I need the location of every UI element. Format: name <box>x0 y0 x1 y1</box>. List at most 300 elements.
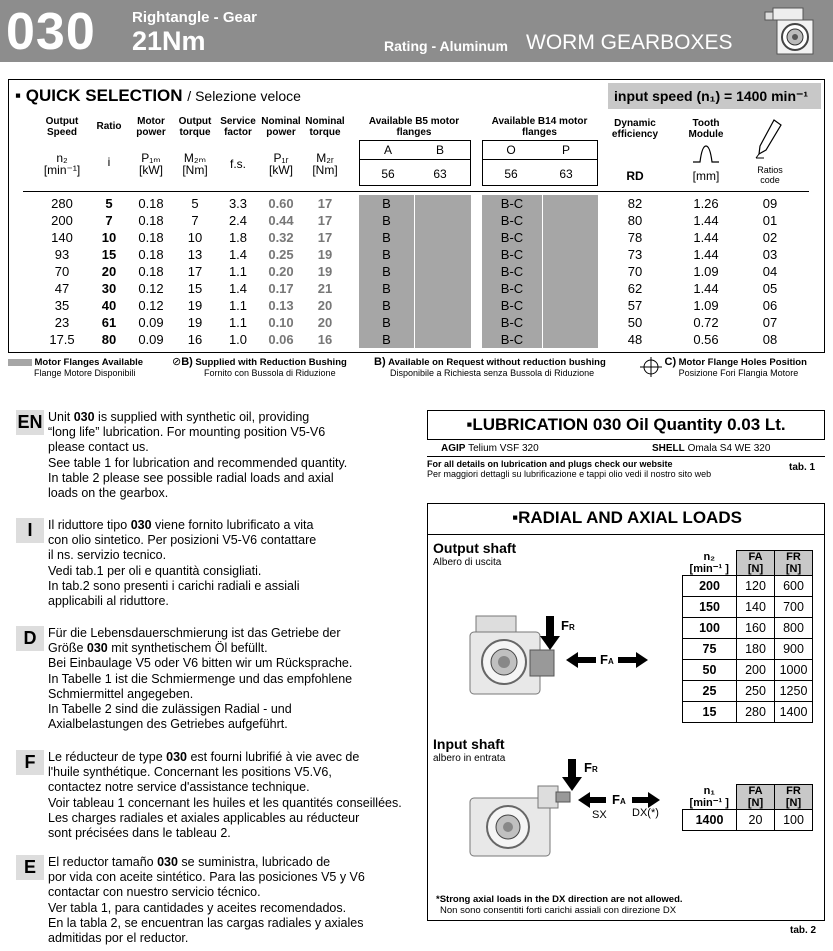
legend-1-en: Motor Flanges Available <box>34 357 144 368</box>
model-code-inline: 030 <box>86 641 108 656</box>
cell-m2r: 19 <box>317 247 333 262</box>
shell-brand: SHELL <box>652 443 685 454</box>
cell-m2m: 17 <box>187 264 203 279</box>
lang-tag-de: D <box>16 626 44 651</box>
lang-tag-it: I <box>16 518 44 543</box>
b14-o: O <box>506 143 516 157</box>
output-load-cell-fa: 280 <box>737 702 775 723</box>
cell-fs: 1.0 <box>228 332 248 347</box>
text-line: il ns. servizio tecnico. <box>48 548 167 563</box>
cell-mod: 1.09 <box>693 298 719 313</box>
cell-code: 06 <box>762 298 778 313</box>
cell-b5: B <box>359 229 414 246</box>
cell-b14: B-C <box>482 246 542 263</box>
lubrication-oils-row <box>427 441 825 457</box>
cell-m2m: 19 <box>187 315 203 330</box>
cell-b14: B-C <box>482 314 542 331</box>
text-line: Für die Lebensdauerschmierung ist das Getriebe der <box>48 626 341 640</box>
cell-p1r: 0.10 <box>268 315 294 330</box>
cell-n2: 23 <box>54 315 70 330</box>
sym-m2r-unit: [Nm] <box>312 163 338 177</box>
cell-rd: 80 <box>627 213 643 228</box>
text-line: Le réducteur de type 030 est fourni lubrifié à vie avec de <box>48 750 360 764</box>
text-line: loads on the gearbox. <box>48 486 169 501</box>
cell-p1m: 0.09 <box>138 332 164 347</box>
text-line: Les charges radiales et axiales applicables au réducteur <box>48 810 360 825</box>
text-line: “long life” lubrication. For mounting position V5-V6 <box>48 425 326 440</box>
legend-3-sym: B) <box>374 356 386 368</box>
cell-fs: 1.1 <box>228 264 248 279</box>
col-b14-flanges: Available B14 motor flanges <box>491 116 588 138</box>
cell-p1m: 0.12 <box>138 281 164 296</box>
output-load-cell-n: 75 <box>683 639 737 660</box>
b5-a-size: 56 <box>381 167 395 181</box>
cell-code: 03 <box>762 247 778 262</box>
col-module: Tooth Module <box>688 118 724 140</box>
cell-n2: 70 <box>54 264 70 279</box>
data-col-b5-a <box>359 195 415 348</box>
legend-3-en: Available on Request without reduction bushing <box>388 357 606 368</box>
loads-panel <box>427 503 825 921</box>
cell-mod: 1.44 <box>693 281 719 296</box>
col-b5-flanges: Available B5 motor flanges <box>368 116 460 138</box>
output-load-cell-n: 50 <box>683 660 737 681</box>
data-col-m2m <box>174 195 216 348</box>
quick-selection-panel <box>8 79 825 353</box>
cell-m2r: 19 <box>317 264 333 279</box>
output-load-cell-fr: 1000 <box>775 660 813 681</box>
cell-m2r: 17 <box>317 230 333 245</box>
table-separator <box>23 191 809 192</box>
data-col-n2 <box>37 195 87 348</box>
cell-i: 20 <box>101 264 117 279</box>
cell-mod: 1.09 <box>693 264 719 279</box>
legend-4-en: Motor Flange Holes Position <box>678 357 807 368</box>
pencil-icon <box>754 118 784 160</box>
cell-n2: 93 <box>54 247 70 262</box>
output-load-row <box>683 618 813 639</box>
text-line: En la tabla 2, se encuentran las cargas radiales y axiales <box>48 915 364 930</box>
fr-label-sub: R <box>568 623 575 632</box>
input-fr-label-sub: R <box>591 765 598 774</box>
bullet-square: ▪ <box>15 86 22 105</box>
sym-fs: f.s. <box>229 157 246 171</box>
lang-tag-es: E <box>16 855 44 880</box>
b14-p-size: 63 <box>559 167 573 181</box>
text-line: Axialbelastungen des Getriebes aufgeführt. <box>48 717 288 732</box>
sym-p1r-unit: [kW] <box>269 163 293 177</box>
lubrication-panel <box>427 410 825 479</box>
cell-rd: 57 <box>627 298 643 313</box>
input-fa-label-sub: A <box>619 797 626 806</box>
text-es <box>48 855 443 946</box>
cell-n2: 47 <box>54 281 70 296</box>
cell-p1m: 0.18 <box>138 213 164 228</box>
sym-n2-unit: [min⁻¹] <box>43 163 81 177</box>
text-line: por vida con aceite sintético. Para las posiciones V5 y V6 <box>48 870 365 885</box>
subtitle-text: / Selezione veloce <box>187 88 301 104</box>
cell-code: 09 <box>762 196 778 211</box>
cell-p1r: 0.32 <box>268 230 294 245</box>
cell-m2m: 15 <box>187 281 203 296</box>
fa-label-sub: A <box>607 657 614 666</box>
cell-b14: B-C <box>482 229 542 246</box>
text-line: In table 2 please see possible radial loads and axial <box>48 470 334 485</box>
fr-label <box>561 618 575 633</box>
legend-on-request <box>374 357 606 378</box>
cell-p1m: 0.09 <box>138 315 164 330</box>
tab-1-label: tab. 1 <box>789 462 816 473</box>
legend-4-sym: C) <box>664 356 677 368</box>
text-it <box>48 518 443 609</box>
out-head-fa-unit: [N] <box>747 563 764 575</box>
cell-m2m: 13 <box>187 247 203 262</box>
cell-i: 40 <box>101 298 117 313</box>
fa-label-main: F <box>600 652 608 667</box>
cell-fs: 3.3 <box>228 196 248 211</box>
input-fr-label <box>584 760 598 775</box>
cell-rd: 82 <box>627 196 643 211</box>
cell-fs: 1.4 <box>228 247 248 262</box>
cell-b14: B-C <box>482 195 542 212</box>
text-line: See table 1 for lubrication and recommended quantity. <box>48 455 348 470</box>
output-load-cell-fr: 1250 <box>775 681 813 702</box>
cell-i: 10 <box>101 230 117 245</box>
cell-b5: B <box>359 297 414 314</box>
b14-p: P <box>561 143 570 157</box>
text-line: contactez notre service d'assistance technique. <box>48 780 310 795</box>
output-load-cell-fr: 600 <box>775 576 813 597</box>
loads-title-text: RADIAL AND AXIAL LOADS <box>518 508 742 527</box>
cell-n2: 140 <box>51 230 73 245</box>
input-shaft-subtitle: albero in entrata <box>433 753 506 764</box>
cell-b5: B <box>359 212 414 229</box>
torque-rating: 21Nm <box>132 26 206 56</box>
input-load-cell-fr: 100 <box>775 810 813 831</box>
data-col-b5-b <box>415 195 471 348</box>
b5-b: B <box>435 143 444 157</box>
col-output-torque: Output torque <box>178 116 212 138</box>
tab-2-label: tab. 2 <box>790 925 817 936</box>
sym-p1r: P₁ᵣ <box>273 151 289 165</box>
fr-arrow-down-icon <box>540 616 560 650</box>
cell-n2: 17.5 <box>49 332 75 347</box>
out-head-fr-unit: [N] <box>785 563 802 575</box>
shell-oil: Omala S4 WE 320 <box>687 443 771 454</box>
col-motor-power: Motor power <box>136 116 166 138</box>
cell-p1m: 0.18 <box>138 264 164 279</box>
legend-reduction-bushing <box>172 357 347 378</box>
data-col-code <box>747 195 793 348</box>
text-fr <box>48 750 443 841</box>
bushing-icon: ⊘ <box>172 356 182 368</box>
fa-label <box>600 652 614 667</box>
input-loads-body <box>683 810 813 831</box>
output-load-cell-fa: 160 <box>737 618 775 639</box>
cell-fs: 1.1 <box>228 315 248 330</box>
output-load-row <box>683 702 813 723</box>
col-ratio: Ratio <box>96 121 122 132</box>
text-line: Vedi tab.1 per oli e quantità consigliati. <box>48 563 262 578</box>
cell-b5: B <box>359 263 414 280</box>
col-efficiency: Dynamic efficiency <box>611 118 659 140</box>
text-line: admitidas por el reductor. <box>48 931 189 946</box>
text-line: Größe 030 mit synthetischem Öl befüllt. <box>48 641 268 656</box>
cell-b14: B-C <box>482 280 542 297</box>
cell-m2m: 16 <box>187 332 203 347</box>
product-family: WORM GEARBOXES <box>526 31 733 54</box>
output-load-row <box>683 597 813 618</box>
out-head-fa <box>737 551 775 576</box>
gearbox-type: Rightangle - Gear <box>132 9 258 26</box>
crosshair-icon <box>640 357 662 377</box>
cell-rd: 50 <box>627 315 643 330</box>
text-line: In Tabelle 1 ist die Schmiermenge und das empfohlene <box>48 671 353 686</box>
model-code-inline: 030 <box>73 410 95 424</box>
loads-note-it: Non sono consentiti forti carichi assiali con direzione DX <box>440 905 677 916</box>
cell-m2r: 16 <box>317 332 333 347</box>
data-col-fs <box>217 195 259 348</box>
out-head-fr <box>775 551 813 576</box>
cell-i: 80 <box>101 332 117 347</box>
b5-b-size: 63 <box>433 167 447 181</box>
text-line: Il riduttore tipo 030 viene fornito lubrificato a vita <box>48 518 314 532</box>
cell-i: 30 <box>101 281 117 296</box>
b14-header-divider <box>482 159 598 160</box>
flange-swatch <box>8 359 32 366</box>
b14-o-size: 56 <box>504 167 518 181</box>
cell-n2: 200 <box>51 213 73 228</box>
in-head-fr <box>775 785 813 810</box>
title-text: QUICK SELECTION <box>25 86 183 105</box>
input-load-cell-fa: 20 <box>737 810 775 831</box>
cell-p1r: 0.44 <box>268 213 294 228</box>
cell-mod: 1.26 <box>693 196 719 211</box>
cell-p1m: 0.18 <box>138 247 164 262</box>
dx-label: DX(*) <box>632 807 659 819</box>
output-load-row <box>683 660 813 681</box>
cell-p1r: 0.13 <box>268 298 294 313</box>
model-code-inline: 030 <box>157 855 178 869</box>
legend-flanges-available <box>8 357 143 378</box>
output-load-row <box>683 576 813 597</box>
output-load-cell-fa: 140 <box>737 597 775 618</box>
output-load-cell-fa: 180 <box>737 639 775 660</box>
header-banner <box>0 0 833 62</box>
output-load-cell-n: 150 <box>683 597 737 618</box>
output-loads-table <box>682 550 813 723</box>
b5-header-divider <box>359 159 471 160</box>
loads-title-divider <box>428 534 824 535</box>
input-shaft-title: Input shaft <box>433 736 505 752</box>
cell-m2r: 17 <box>317 213 333 228</box>
cell-fs: 2.4 <box>228 213 248 228</box>
input-load-cell-n: 1400 <box>683 810 737 831</box>
loads-title: ▪RADIAL AND AXIAL LOADS <box>512 508 742 527</box>
output-load-cell-fr: 800 <box>775 618 813 639</box>
output-load-cell-fa: 200 <box>737 660 775 681</box>
text-line: applicabili al riduttore. <box>48 594 169 609</box>
output-load-cell-n: 200 <box>683 576 737 597</box>
cell-i: 5 <box>105 196 113 211</box>
cell-rd: 48 <box>627 332 643 347</box>
data-col-p1m <box>131 195 171 348</box>
sx-label: SX <box>592 809 607 821</box>
legend-2-it: Fornito con Bussola di Riduzione <box>204 368 336 378</box>
cell-m2r: 20 <box>317 315 333 330</box>
col-service-factor: Service factor <box>220 116 256 138</box>
in-head-fa <box>737 785 775 810</box>
legend-1-it: Flange Motore Disponibili <box>34 368 136 378</box>
text-line: l'huile synthétique. Concernant les positions V5.V6, <box>48 765 332 780</box>
input-fa-label-main: F <box>612 792 620 807</box>
model-code-inline: 030 <box>130 518 152 532</box>
cell-b5: B <box>359 246 414 263</box>
in-head-fa-sym: FA <box>748 785 763 797</box>
text-de <box>48 626 443 732</box>
cell-b14: B-C <box>482 212 542 229</box>
cell-p1r: 0.06 <box>268 332 294 347</box>
input-fr-label-main: F <box>584 760 592 775</box>
out-head-fa-sym: FA <box>748 551 763 563</box>
sym-n2: n₂ <box>56 151 68 165</box>
out-head-fr-sym: FR <box>786 551 801 563</box>
text-line: El reductor tamaño 030 se suministra, lubricado de <box>48 855 331 869</box>
data-col-ratio <box>89 195 129 348</box>
fr-label-main: F <box>561 618 569 633</box>
cell-mod: 1.44 <box>693 213 719 228</box>
cell-fs: 1.4 <box>228 281 248 296</box>
legend-row <box>8 357 825 379</box>
sym-p1m: P₁ₘ <box>141 151 161 165</box>
cell-b5: B <box>359 195 414 212</box>
out-head-n-sym: n₂ <box>703 550 716 563</box>
cell-rd: 70 <box>627 264 643 279</box>
output-load-cell-n: 15 <box>683 702 737 723</box>
cell-p1m: 0.18 <box>138 230 164 245</box>
cell-p1m: 0.12 <box>138 298 164 313</box>
text-line: Ver tabla 1, para cantidades y aceites recomendados. <box>48 900 347 915</box>
output-load-row <box>683 639 813 660</box>
rating-label: Rating - Aluminum <box>384 38 508 54</box>
cell-m2m: 10 <box>187 230 203 245</box>
data-col-rd <box>606 195 664 348</box>
cell-fs: 1.8 <box>228 230 248 245</box>
input-load-row <box>683 810 813 831</box>
sym-i: i <box>107 155 111 169</box>
out-head-n-unit: [min⁻¹ ] <box>689 562 729 575</box>
data-col-m2r <box>304 195 346 348</box>
output-shaft-title: Output shaft <box>433 540 517 556</box>
output-load-cell-fr: 900 <box>775 639 813 660</box>
cell-rd: 78 <box>627 230 643 245</box>
cell-i: 7 <box>105 213 113 228</box>
lubrication-note-en: For all details on lubrication and plugs check our website <box>427 459 673 469</box>
cell-code: 08 <box>762 332 778 347</box>
model-code: 030 <box>6 3 96 61</box>
input-loads-table <box>682 784 813 831</box>
lubrication-title: ▪LUBRICATION 030 Oil Quantity 0.03 Lt. <box>427 410 825 440</box>
data-col-b14-p <box>543 195 598 348</box>
lang-tag-en: EN <box>16 410 44 435</box>
cell-b5: B <box>359 314 414 331</box>
text-line: In tab.2 sono presenti i carichi radiali e assiali <box>48 578 300 593</box>
lubrication-title-text: LUBRICATION 030 Oil Quantity 0.03 Lt. <box>472 415 786 434</box>
cell-m2m: 7 <box>191 213 199 228</box>
legend-4-it: Posizione Fori Flangia Motore <box>678 368 799 378</box>
text-line: In Tabelle 2 sind die zulässigen Radial - und <box>48 702 292 717</box>
cell-p1r: 0.20 <box>268 264 294 279</box>
legend-3-it: Disponibile a Richiesta senza Bussola di Riduzione <box>390 368 595 378</box>
loads-note-en: *Strong axial loads in the DX direction are not allowed. <box>436 894 683 905</box>
text-line: sont précisées dans le tableau 2. <box>48 826 231 841</box>
cell-m2r: 21 <box>317 281 333 296</box>
sym-m2m-unit: [Nm] <box>182 163 208 177</box>
cell-m2m: 5 <box>191 196 199 211</box>
cell-code: 01 <box>762 213 778 228</box>
cell-i: 15 <box>101 247 117 262</box>
input-shaft-illustration <box>468 780 578 860</box>
input-fr-arrow-icon <box>562 759 582 791</box>
cell-code: 04 <box>762 264 778 279</box>
col-ratio-code: Ratios code <box>757 165 783 185</box>
cell-n2: 280 <box>51 196 73 211</box>
in-head-n-unit: [min⁻¹ ] <box>689 796 729 809</box>
output-load-cell-n: 25 <box>683 681 737 702</box>
input-speed-box: input speed (n₁) = 1400 min⁻¹ <box>608 83 821 109</box>
lubrication-note-it: Per maggiori dettagli su lubrificazione e tappi olio vedi il nostro sito web <box>427 469 712 479</box>
cell-n2: 35 <box>54 298 70 313</box>
col-output-speed: Output Speed <box>45 116 79 138</box>
b5-a: A <box>383 143 392 157</box>
sym-m2m: M₂ₘ <box>183 151 207 165</box>
legend-2-en: Supplied with Reduction Bushing <box>195 357 347 368</box>
output-load-cell-fr: 700 <box>775 597 813 618</box>
loads-note <box>436 894 683 916</box>
data-col-p1r <box>259 195 303 348</box>
lubrication-note <box>427 459 711 479</box>
cell-code: 05 <box>762 281 778 296</box>
text-line: contactar con nuestro servicio técnico. <box>48 885 261 900</box>
text-line: Voir tableau 1 concernant les huiles et les quantités conseillées. <box>48 795 402 810</box>
text-en <box>48 410 443 501</box>
agip-oil: Telium VSF 320 <box>468 443 539 454</box>
cell-b14: B-C <box>482 331 542 348</box>
sym-m2r: M₂ᵣ <box>316 151 334 165</box>
quick-selection-title <box>15 86 301 106</box>
cell-fs: 1.1 <box>228 298 248 313</box>
cell-p1m: 0.18 <box>138 196 164 211</box>
cell-b14: B-C <box>482 297 542 314</box>
lang-tag-fr: F <box>16 750 44 775</box>
cell-p1r: 0.17 <box>268 281 294 296</box>
in-head-n-sym: n₁ <box>703 784 715 797</box>
cell-i: 61 <box>101 315 117 330</box>
legend-holes-position <box>640 357 807 378</box>
gearbox-icon <box>763 6 819 58</box>
out-head-n <box>683 551 737 576</box>
tooth-profile-icon <box>692 142 720 164</box>
output-load-row <box>683 681 813 702</box>
cell-mod: 1.44 <box>693 247 719 262</box>
cell-rd: 73 <box>627 247 643 262</box>
text-line: Schmiermittel angegeben. <box>48 686 194 701</box>
data-col-b14-o <box>482 195 542 348</box>
text-line: Unit 030 is supplied with synthetic oil, providing <box>48 410 310 424</box>
text-line: con olio sintetico. Per posizioni V5-V6 contattare <box>48 533 317 548</box>
cell-b5: B <box>359 280 414 297</box>
cell-p1r: 0.25 <box>268 247 294 262</box>
